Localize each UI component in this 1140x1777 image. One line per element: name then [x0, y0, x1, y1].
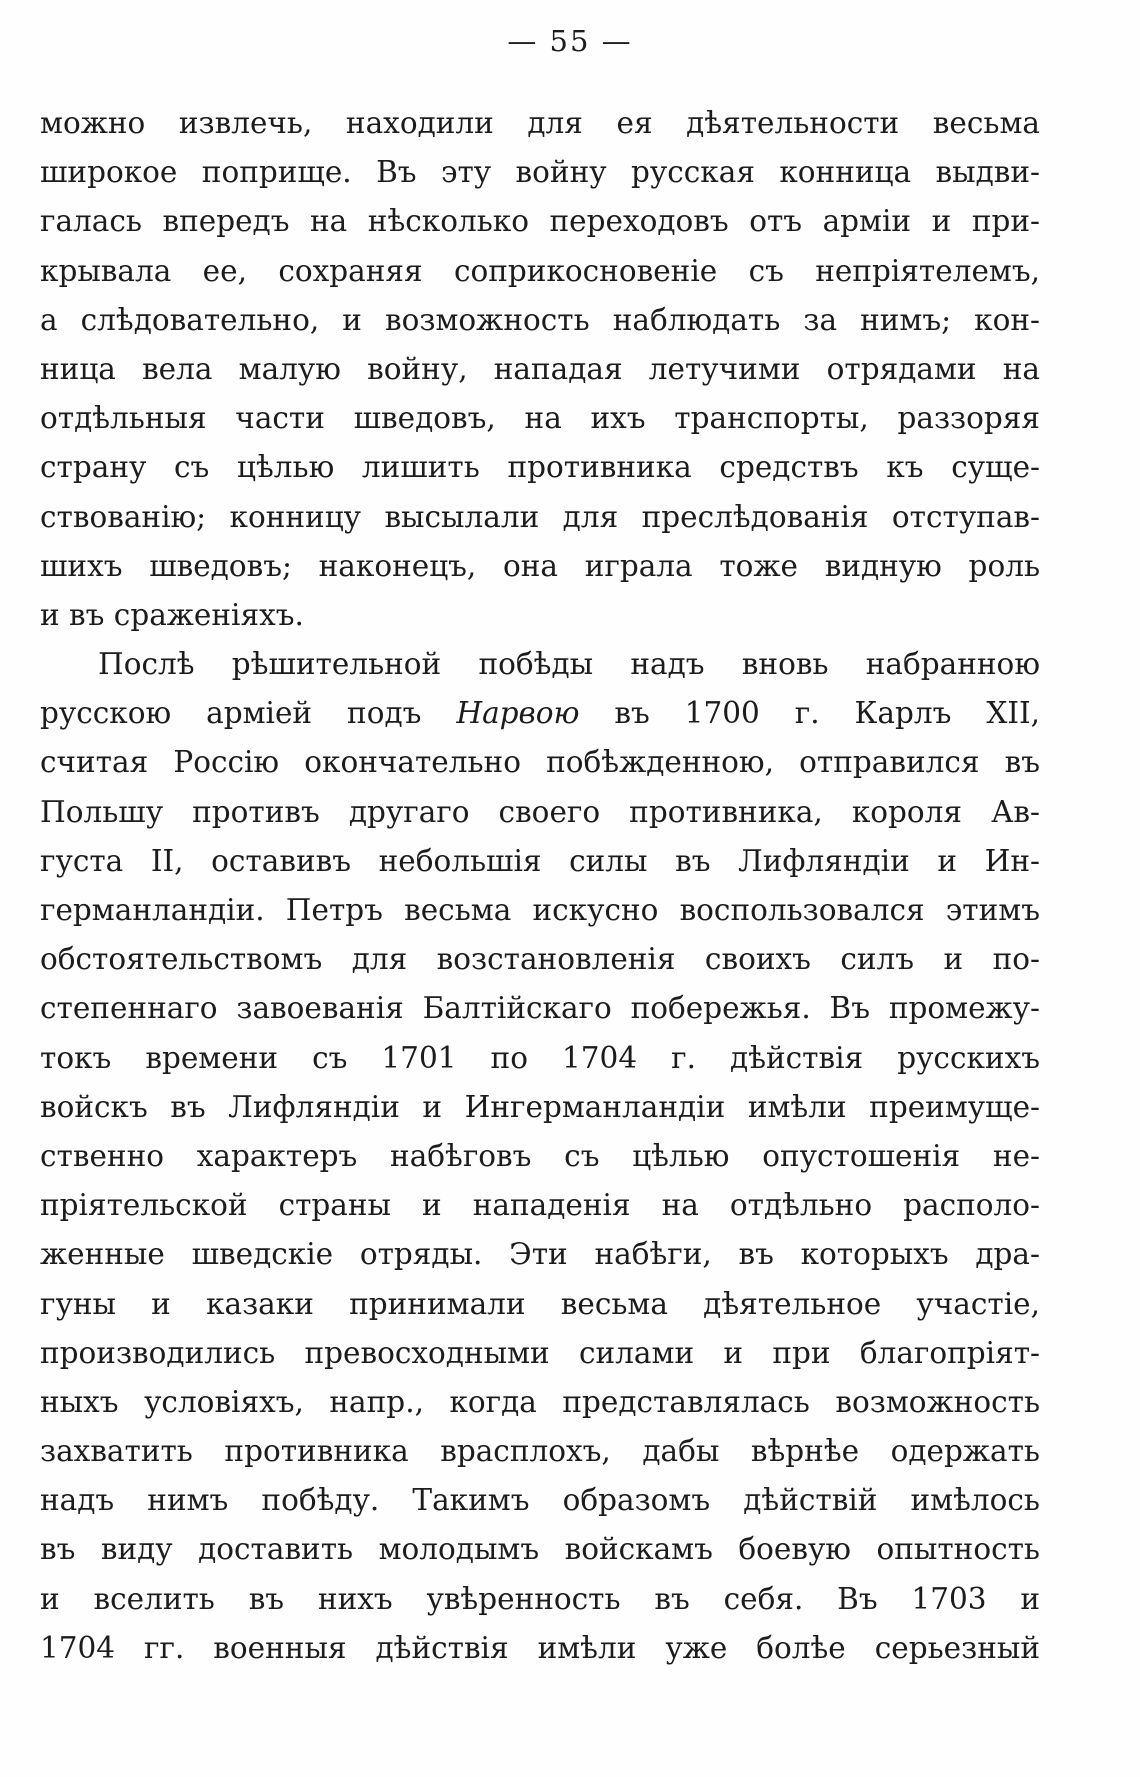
text-line: гуны и казаки принимали весьма дѣятельное участіе,: [40, 1286, 1040, 1321]
paragraph-1: [40, 99, 1040, 640]
text-line: считая Россію окончательно побѣжденною, отправился въ: [40, 745, 1040, 780]
page-number: — 55 —: [507, 24, 633, 58]
text-line: страну съ цѣлью лишить противника средствъ къ суще-: [40, 450, 1040, 485]
text-line: галась впередъ на нѣсколько переходовъ отъ арміи и при-: [40, 204, 1040, 239]
text-line: отдѣльныя части шведовъ, на ихъ транспорты, раззоряя: [40, 401, 1040, 436]
text-line: ница вела малую войну, нападая летучими отрядами на: [40, 351, 1040, 386]
text-line: густа II, оставивъ небольшія силы въ Лифляндіи и Ин-: [40, 843, 1040, 878]
text-line: германландіи. Петръ весьма искусно воспользовался этимъ: [40, 893, 1040, 927]
text-line: ственно характеръ набѣговъ съ цѣлью опустошенія не-: [40, 1138, 1040, 1173]
text-line: шихъ шведовъ; наконецъ, она играла тоже видную роль: [40, 548, 1040, 583]
text-line: и вселить въ нихъ увѣренность въ себя. Въ 1703 и: [40, 1581, 1040, 1616]
text-line: токъ времени съ 1701 по 1704 г. дѣйствія русскихъ: [40, 1040, 1040, 1075]
text-line: въ виду доставить молодымъ войскамъ боевую опытность: [40, 1532, 1040, 1567]
text-line: можно извлечь, находили для ея дѣятельности весьма: [40, 106, 1040, 140]
text-line: захватить противника врасплохъ, дабы вѣрнѣе одержать: [40, 1434, 1040, 1469]
text-line: 1704 гг. военныя дѣйствія имѣли уже болѣе серьезный: [40, 1630, 1040, 1665]
text-line: Польшу противъ другаго своего противника, короля Ав-: [40, 794, 1040, 829]
text-line: надъ нимъ побѣду. Такимъ образомъ дѣйствій имѣлось: [40, 1483, 1040, 1518]
text-line: ныхъ условіяхъ, напр., когда представлялась возможность: [40, 1384, 1040, 1419]
text-line: производились превосходными силами и при благопріят-: [40, 1335, 1040, 1370]
italic-place-name: Нарвою: [456, 696, 580, 731]
text-line: и въ сраженіяхъ.: [40, 597, 304, 632]
text-line: а слѣдовательно, и возможность наблюдать за нимъ; кон-: [40, 302, 1040, 337]
text-line: женные шведскіе отряды. Эти набѣги, въ которыхъ дра-: [40, 1237, 1040, 1272]
text-line: степеннаго завоеванія Балтійскаго побережья. Въ промежу-: [40, 991, 1040, 1026]
text-line: крывала ее, сохраняя соприкосновеніе съ непріятелемъ,: [40, 253, 1040, 288]
text-line: Послѣ рѣшительной побѣды надъ вновь набранною: [98, 647, 1040, 682]
text-line: обстоятельствомъ для возстановленія своихъ силъ и по-: [40, 942, 1040, 977]
text-line: пріятельской страны и нападенія на отдѣльно располо-: [40, 1188, 1040, 1223]
text-line: войскъ въ Лифляндіи и Ингерманландіи имѣли преимуще-: [40, 1089, 1040, 1124]
body-text: [40, 99, 1040, 1673]
text-line-with-italic: русскою арміей подъ Нарвою въ 1700 г. Карлъ XII,: [40, 696, 1040, 731]
paragraph-2: [40, 640, 1040, 1673]
text-line: широкое поприще. Въ эту войну русская конница выдви-: [40, 155, 1040, 190]
text-line: ствованію; конницу высылали для преслѣдованія отступав-: [40, 499, 1040, 534]
